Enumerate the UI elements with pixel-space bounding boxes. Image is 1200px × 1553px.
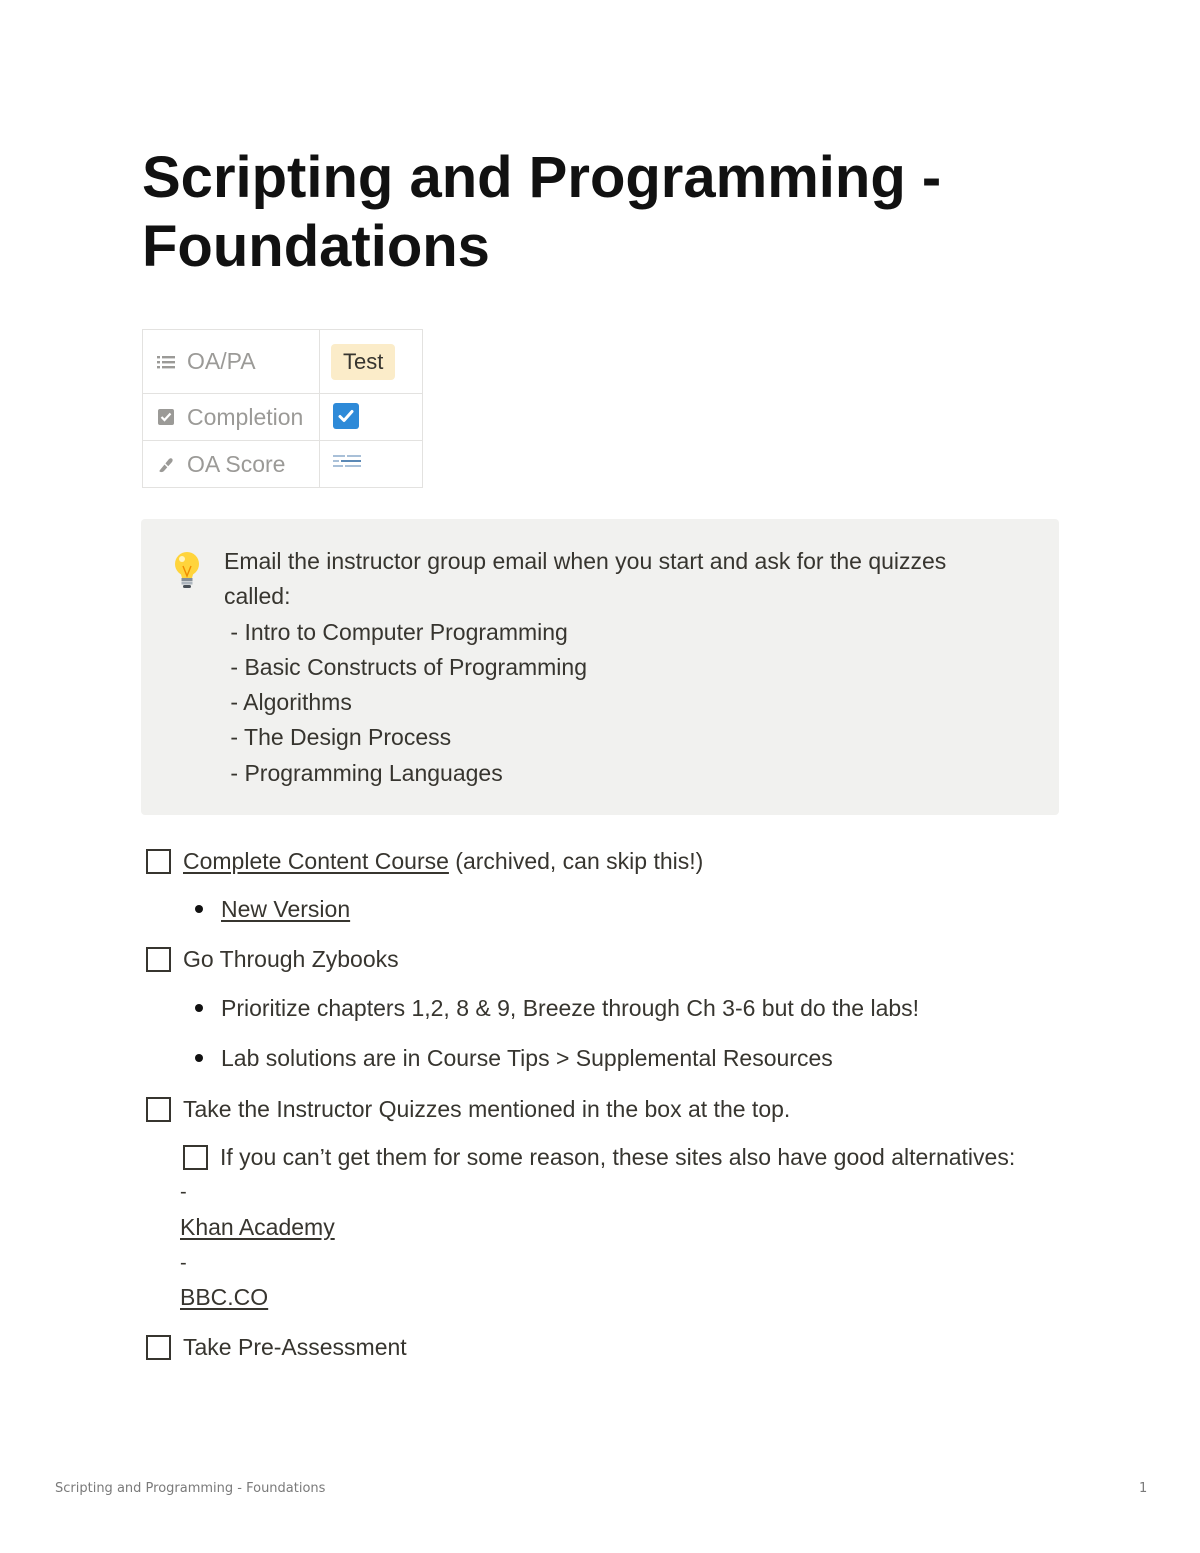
todo-item	[146, 846, 703, 876]
formula-value-icon	[332, 452, 362, 477]
todo-item	[146, 944, 399, 974]
formula-icon	[155, 453, 177, 475]
callout-line: called:	[224, 583, 291, 610]
page-title: Scripting and Programming - Foundations	[142, 145, 942, 279]
property-row-oa-pa	[143, 330, 423, 394]
new-version-link[interactable]: New Version	[221, 896, 351, 922]
todo-text: Take Pre-Assessment	[183, 1334, 407, 1360]
list-item	[195, 993, 919, 1023]
bbc-link[interactable]: BBC.CO	[180, 1284, 269, 1310]
todo-subitem	[183, 1142, 1015, 1172]
checkbox-icon	[155, 406, 177, 428]
todo-text: (archived, can skip this!)	[448, 848, 704, 874]
list-item	[195, 1043, 833, 1073]
todo-checkbox[interactable]	[183, 1145, 208, 1170]
todo-checkbox[interactable]	[146, 849, 171, 874]
dash-text: -	[180, 1181, 187, 1203]
khan-academy-link[interactable]: Khan Academy	[180, 1214, 335, 1240]
callout-line: Email the instructor group email when you start and ask for the quizzes	[224, 548, 947, 574]
list-icon	[155, 351, 177, 373]
properties-table	[142, 329, 423, 488]
bullet-icon	[195, 1054, 203, 1062]
todo-text: Go Through Zybooks	[183, 946, 399, 972]
callout-line: - Algorithms	[224, 689, 352, 716]
complete-content-course-link[interactable]: Complete Content Course	[183, 848, 449, 874]
dash-text: -	[180, 1252, 187, 1274]
lightbulb-icon	[169, 549, 205, 591]
callout-line: - Basic Constructs of Programming	[224, 653, 588, 680]
todo-item	[146, 1332, 407, 1362]
todo-checkbox[interactable]	[146, 1097, 171, 1122]
check-icon	[336, 406, 356, 426]
property-value-cell[interactable]	[320, 330, 423, 394]
todo-item	[146, 1094, 790, 1124]
callout-line: - The Design Process	[224, 724, 452, 751]
callout-line: - Programming Languages	[224, 759, 503, 786]
completion-checkbox[interactable]	[333, 403, 359, 429]
page-number: 1	[1139, 1481, 1148, 1496]
property-key	[143, 451, 319, 478]
list-item	[195, 894, 350, 924]
property-key-label: OA/PA	[187, 348, 256, 374]
todo-text: Take the Instructor Quizzes mentioned in the box at the top.	[183, 1096, 791, 1122]
callout-line: - Intro to Computer Programming	[224, 618, 568, 645]
todo-checkbox[interactable]	[146, 947, 171, 972]
tag-badge: Test	[331, 344, 395, 380]
list-item-text: Prioritize chapters 1,2, 8 & 9, Breeze through Ch 3-6 but do the labs!	[221, 995, 920, 1021]
property-row-oa-score	[143, 441, 423, 488]
todo-text: If you can’t get them for some reason, these sites also have good alternatives:	[220, 1144, 1016, 1170]
todo-checkbox[interactable]	[146, 1335, 171, 1360]
property-row-completion	[143, 394, 423, 441]
callout-text	[224, 544, 1024, 791]
callout-box	[141, 519, 1059, 815]
property-key	[143, 348, 319, 375]
footer-title: Scripting and Programming - Foundations	[55, 1481, 326, 1496]
list-item-text: Lab solutions are in Course Tips > Supplemental Resources	[221, 1045, 833, 1071]
bullet-icon	[195, 1004, 203, 1012]
property-key	[143, 404, 319, 431]
property-key-label: Completion	[187, 403, 304, 430]
bullet-icon	[195, 905, 203, 913]
property-key-label: OA Score	[187, 450, 286, 477]
